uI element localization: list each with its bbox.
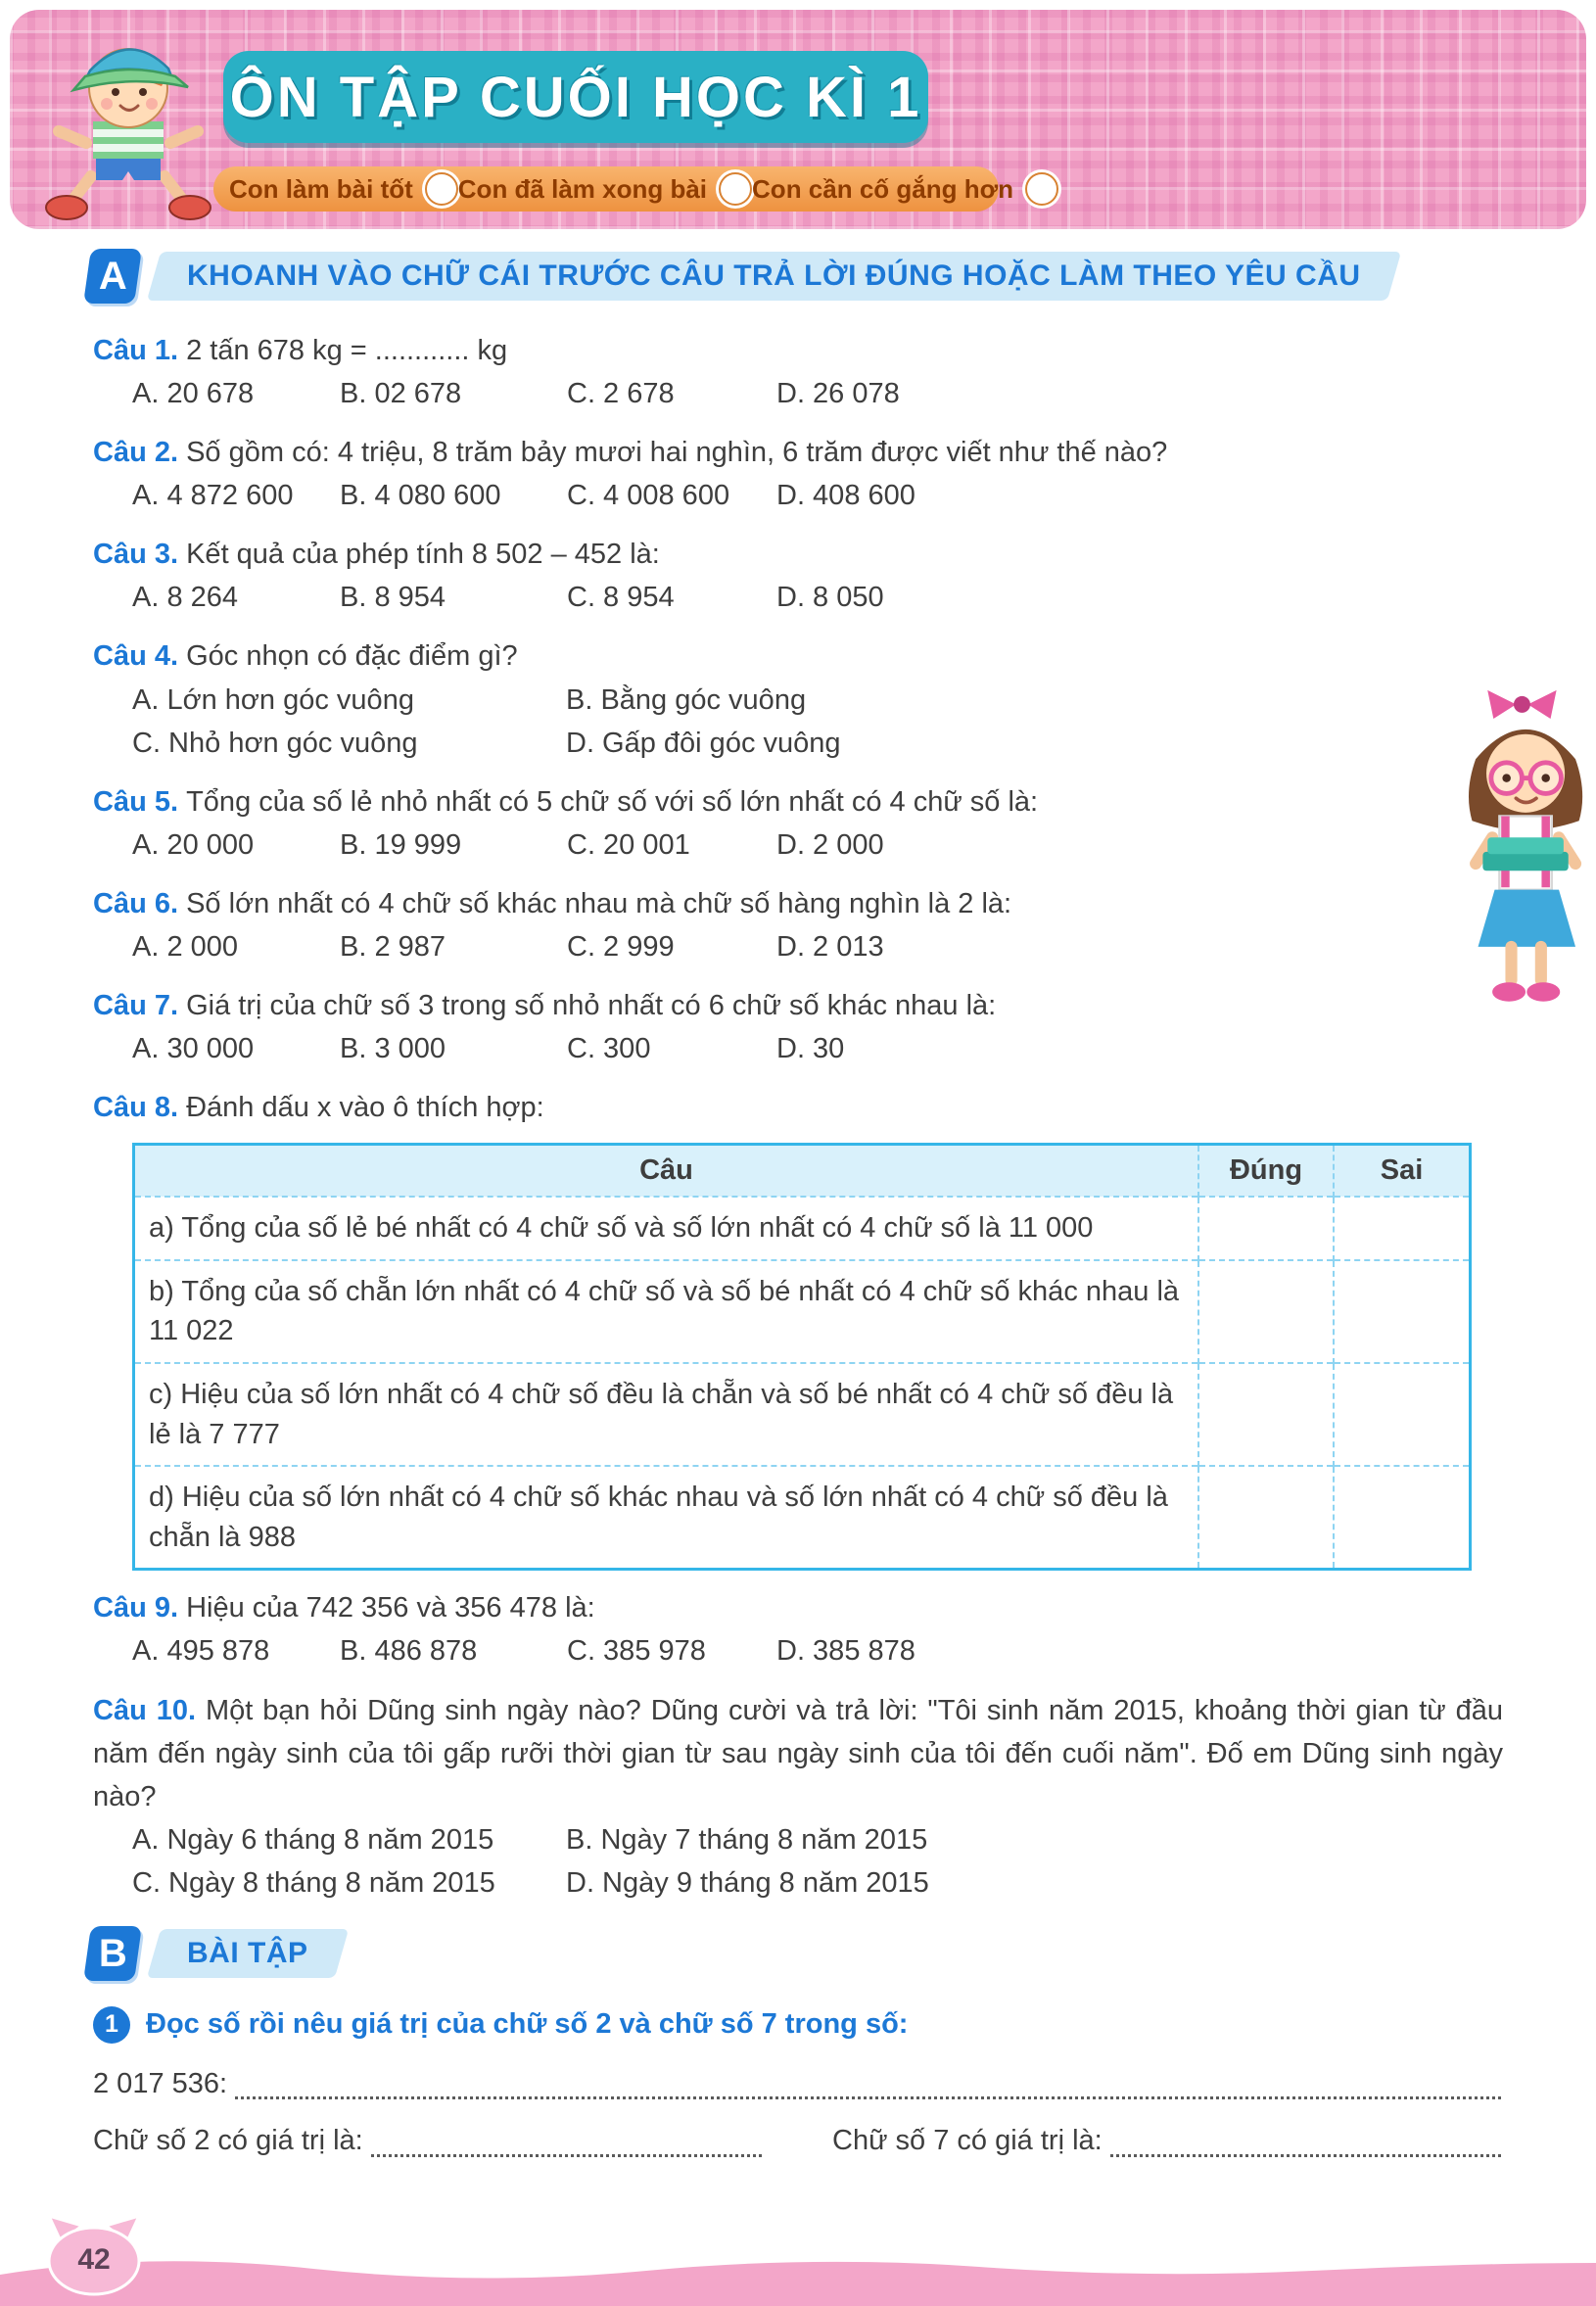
answer-option[interactable]: C. Nhỏ hơn góc vuông xyxy=(132,727,418,759)
question-label: Câu 5. xyxy=(93,785,187,818)
question-4 xyxy=(93,635,1503,764)
question-text: Câu 4. Góc nhọn có đặc điểm gì? xyxy=(93,640,518,673)
answer-option[interactable]: A. Ngày 6 tháng 8 năm 2015 xyxy=(132,1823,494,1856)
answer-option[interactable]: C. 2 678 xyxy=(567,378,675,410)
progress-item-try-harder xyxy=(752,172,1058,206)
answer-option[interactable]: D. 8 050 xyxy=(776,582,884,614)
answer-cell-dung[interactable] xyxy=(1198,1363,1334,1466)
statement-cell: a) Tổng của số lẻ bé nhất có 4 chữ số và số lớn nhất có 4 chữ số là 11 000 xyxy=(135,1197,1198,1260)
footer-wave xyxy=(0,2249,1596,2306)
dotted-blank[interactable] xyxy=(235,2096,1501,2099)
question-label: Câu 7. xyxy=(93,990,187,1022)
question-text: Câu 10. Một bạn hỏi Dũng sinh ngày nào? Dũng cười và trả lời: "Tôi sinh năm 2015, khoảng thời gian từ đầu năm đến ngày sinh của tôi gấp rưỡi thời gian từ sau ngày sinh của tôi đến cuối năm". Đố em Dũng sinh ngày nào? xyxy=(93,1694,1503,1812)
answer-option[interactable]: D. 408 600 xyxy=(776,480,915,512)
question-text: Câu 1. 2 tấn 678 kg = ............ kg xyxy=(93,335,508,366)
question-5 xyxy=(93,780,1503,867)
section-b-letter: B xyxy=(98,1931,127,1975)
question-3 xyxy=(93,533,1503,619)
progress-checkbox-done[interactable] xyxy=(719,172,752,206)
progress-label: Con làm bài tốt xyxy=(229,173,413,204)
answer-option[interactable]: A. 20 000 xyxy=(132,828,255,861)
answer-option[interactable]: A. 20 678 xyxy=(132,378,255,410)
question-text: Câu 2. Số gồm có: 4 triệu, 8 trăm bảy mươi hai nghìn, 6 trăm được viết như thế nào? xyxy=(93,437,1168,469)
section-b-badge xyxy=(83,1926,142,1981)
options xyxy=(132,679,1503,765)
question-label: Câu 9. xyxy=(93,1592,187,1624)
answer-option[interactable]: A. 4 872 600 xyxy=(132,480,294,512)
question-label: Câu 8. xyxy=(93,1092,187,1124)
true-false-table-grid xyxy=(135,1146,1469,1568)
answer-option[interactable]: B. 02 678 xyxy=(340,378,462,410)
table-row xyxy=(135,1197,1469,1260)
progress-label: Con đã làm xong bài xyxy=(457,173,708,204)
answer-option[interactable]: B. 19 999 xyxy=(340,828,462,861)
question-10 xyxy=(93,1689,1503,1905)
digit7-label: Chữ số 7 có giá trị là: xyxy=(832,2125,1103,2157)
answer-option[interactable]: A. Lớn hơn góc vuông xyxy=(132,683,414,716)
progress-label: Con cần cố gắng hơn xyxy=(752,173,1013,204)
question-label: Câu 3. xyxy=(93,539,187,571)
page-number: 42 xyxy=(77,2243,111,2276)
options xyxy=(132,372,1503,415)
progress-item-good xyxy=(229,172,458,206)
section-a-letter: A xyxy=(98,254,127,298)
answer-line-values xyxy=(93,2106,1503,2163)
answer-option[interactable]: A. 8 264 xyxy=(132,582,239,614)
question-6 xyxy=(93,882,1503,968)
options xyxy=(132,576,1503,619)
progress-checkbox-good[interactable] xyxy=(425,172,458,206)
statement-cell: b) Tổng của số chẵn lớn nhất có 4 chữ số và số bé nhất có 4 chữ số khác nhau là 11 022 xyxy=(135,1260,1198,1363)
options xyxy=(132,824,1503,867)
question-text: Câu 8. Đánh dấu x vào ô thích hợp: xyxy=(93,1092,544,1124)
question-text: Câu 7. Giá trị của chữ số 3 trong số nhỏ nhất có 6 chữ số khác nhau là: xyxy=(93,990,997,1022)
answer-option[interactable]: C. 4 008 600 xyxy=(567,480,730,512)
options xyxy=(132,1027,1503,1070)
answer-cell-sai[interactable] xyxy=(1334,1466,1469,1568)
question-text: Câu 6. Số lớn nhất có 4 chữ số khác nhau mà chữ số hàng nghìn là 2 là: xyxy=(93,887,1012,919)
page-content xyxy=(93,245,1503,2164)
question-7 xyxy=(93,984,1503,1070)
answer-option[interactable]: A. 495 878 xyxy=(132,1635,270,1668)
answer-option[interactable]: D. 30 xyxy=(776,1033,845,1065)
answer-option[interactable]: C. 300 xyxy=(567,1033,651,1065)
table-row xyxy=(135,1363,1469,1466)
question-label: Câu 10. xyxy=(93,1694,206,1726)
section-a-banner xyxy=(147,252,1401,301)
table-row xyxy=(135,1260,1469,1363)
dotted-blank[interactable] xyxy=(371,2154,762,2157)
question-label: Câu 2. xyxy=(93,437,187,469)
answer-option[interactable]: D. 26 078 xyxy=(776,378,900,410)
exercise-title: Đọc số rồi nêu giá trị của chữ số 2 và chữ số 7 trong số: xyxy=(146,2008,909,2041)
question-label: Câu 4. xyxy=(93,640,187,673)
answer-option[interactable]: B. 4 080 600 xyxy=(340,480,501,512)
answer-cell-dung[interactable] xyxy=(1198,1260,1334,1363)
question-text: Câu 9. Hiệu của 742 356 và 356 478 là: xyxy=(93,1592,595,1624)
dotted-blank[interactable] xyxy=(1110,2154,1501,2157)
section-a-title: KHOANH VÀO CHỮ CÁI TRƯỚC CÂU TRẢ LỜI ĐÚNG HOẶC LÀM THEO YÊU CẦU xyxy=(187,259,1361,292)
answer-option[interactable]: C. Ngày 8 tháng 8 năm 2015 xyxy=(132,1866,495,1899)
answer-option[interactable]: B. 486 878 xyxy=(340,1635,478,1668)
progress-banner xyxy=(213,166,1013,212)
table-header: Sai xyxy=(1334,1146,1469,1197)
answer-option[interactable]: A. 30 000 xyxy=(132,1033,255,1065)
answer-line-number xyxy=(93,2061,1503,2106)
question-text: Câu 5. Tổng của số lẻ nhỏ nhất có 5 chữ số với số lớn nhất có 4 chữ số là: xyxy=(93,785,1039,818)
boy-illustration xyxy=(37,27,218,228)
answer-option[interactable]: D. 385 878 xyxy=(776,1635,915,1668)
digit2-label: Chữ số 2 có giá trị là: xyxy=(93,2125,363,2157)
question-label: Câu 6. xyxy=(93,887,187,919)
section-b-banner xyxy=(147,1929,349,1978)
true-false-table xyxy=(132,1143,1472,1571)
statement-cell: d) Hiệu của số lớn nhất có 4 chữ số khác nhau và số lớn nhất có 4 chữ số đều là chẵn là 988 xyxy=(135,1466,1198,1568)
table-row xyxy=(135,1466,1469,1568)
exercise-number-badge: 1 xyxy=(93,2006,130,2044)
exercise-1-header xyxy=(93,2006,1503,2044)
section-a-header xyxy=(87,249,1503,304)
answer-option[interactable]: D. Ngày 9 tháng 8 năm 2015 xyxy=(566,1866,929,1899)
answer-option[interactable]: C. 385 978 xyxy=(567,1635,706,1668)
question-2 xyxy=(93,431,1503,517)
page-header xyxy=(10,10,1586,229)
question-8 xyxy=(93,1086,1503,1571)
page-number-badge xyxy=(45,2210,143,2296)
section-a-badge xyxy=(83,249,142,304)
options xyxy=(132,1629,1503,1672)
options xyxy=(132,925,1503,968)
workbook-title-banner xyxy=(223,51,928,143)
answer-option[interactable]: D. Gấp đôi góc vuông xyxy=(566,727,841,759)
section-a-questions xyxy=(93,329,1503,1905)
answer-cell-sai[interactable] xyxy=(1334,1363,1469,1466)
answer-line-digit7 xyxy=(832,2118,1503,2163)
answer-option[interactable]: C. 8 954 xyxy=(567,582,675,614)
number-label: 2 017 536: xyxy=(93,2067,228,2099)
question-text: Câu 3. Kết quả của phép tính 8 502 – 452 là: xyxy=(93,539,660,571)
section-b-header xyxy=(87,1926,1503,1981)
statement-cell: c) Hiệu của số lớn nhất có 4 chữ số đều là chẵn và số bé nhất có 4 chữ số đều là lẻ là 7 777 xyxy=(135,1363,1198,1466)
progress-checkbox-try-harder[interactable] xyxy=(1025,172,1058,206)
answer-option[interactable]: B. Bằng góc vuông xyxy=(566,683,807,716)
options xyxy=(132,474,1503,517)
section-b-title: BÀI TẬP xyxy=(187,1936,308,1969)
answer-option[interactable]: D. 2 013 xyxy=(776,930,884,963)
answer-option[interactable]: C. 2 999 xyxy=(567,930,675,963)
answer-option[interactable]: A. 2 000 xyxy=(132,930,239,963)
question-label: Câu 1. xyxy=(93,335,187,366)
answer-line-digit2 xyxy=(93,2118,764,2163)
page-title: ÔN TẬP CUỐI HỌC KÌ 1 xyxy=(229,65,922,129)
answer-option[interactable]: B. Ngày 7 tháng 8 năm 2015 xyxy=(566,1823,928,1856)
answer-option[interactable]: B. 8 954 xyxy=(340,582,446,614)
answer-cell-sai[interactable] xyxy=(1334,1260,1469,1363)
question-9 xyxy=(93,1586,1503,1672)
answer-option[interactable]: B. 3 000 xyxy=(340,1033,446,1065)
answer-cell-dung[interactable] xyxy=(1198,1466,1334,1568)
answer-cell-dung[interactable] xyxy=(1198,1197,1334,1260)
answer-option[interactable]: C. 20 001 xyxy=(567,828,690,861)
table-header: Đúng xyxy=(1198,1146,1334,1197)
options xyxy=(132,1818,1503,1905)
answer-option[interactable]: B. 2 987 xyxy=(340,930,446,963)
question-1 xyxy=(93,329,1503,415)
progress-item-done xyxy=(458,172,752,206)
answer-cell-sai[interactable] xyxy=(1334,1197,1469,1260)
table-header-row xyxy=(135,1146,1469,1197)
table-header: Câu xyxy=(135,1146,1198,1197)
answer-option[interactable]: D. 2 000 xyxy=(776,828,884,861)
